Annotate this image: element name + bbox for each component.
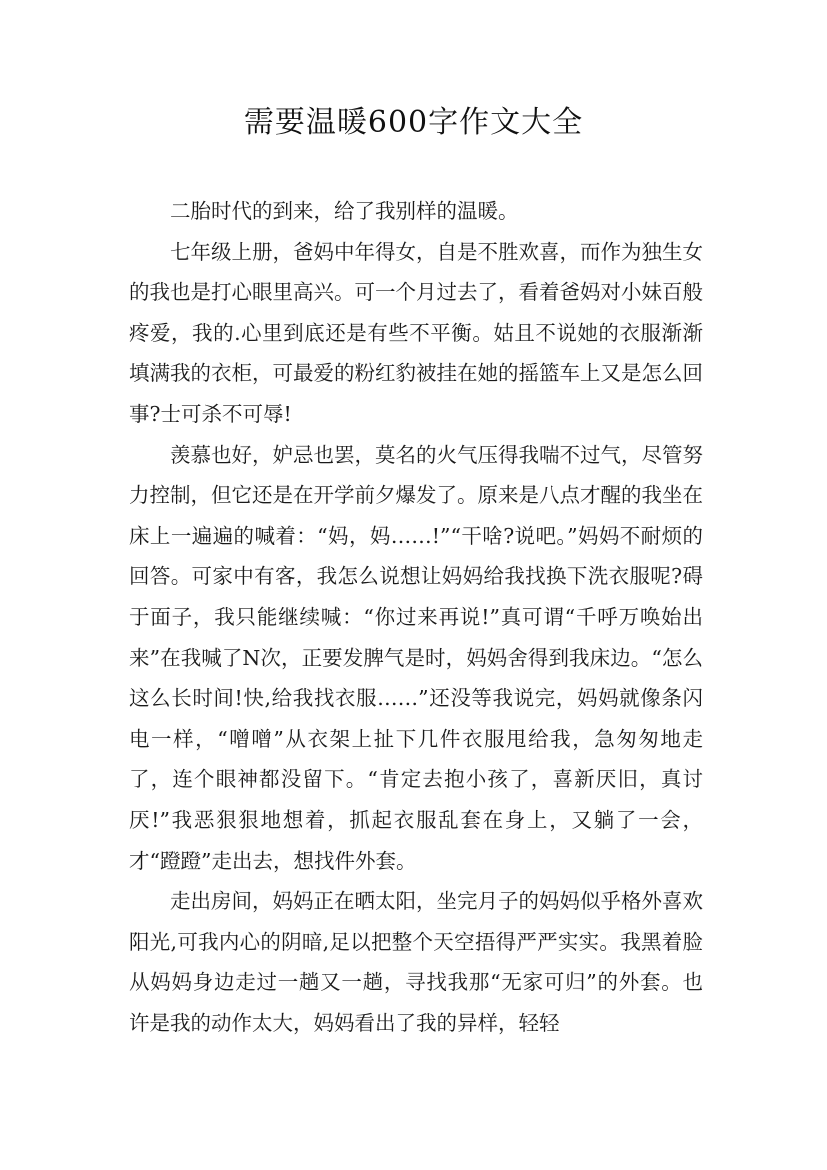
paragraph-3: 羡慕也好，妒忌也罢，莫名的火气压得我喘不过气，尽管努力控制，但它还是在开学前夕爆发了。原来是八点才醒的我坐在床上一遍遍的喊着：“妈，妈……!”“干啥?说吧。”妈妈不耐烦的回答。可家中有客，我怎么说想让妈妈给我找换下洗衣服呢?碍于面子，我只能继续喊：“你过来再说!”真可谓“千呼万唤始出来”在我喊了N次，正要发脾气是时，妈妈舍得到我床边。“怎么这么长时间!快,给我找衣服……”还没等我说完，妈妈就像条闪电一样，“噌噌”从衣架上扯下几件衣服甩给我，急匆匆地走了，连个眼神都没留下。“肯定去抱小孩了，喜新厌旧，真讨厌!”我恶狠狠地想着，抓起衣服乱套在身上，又躺了一会，才“蹬蹬”走出去，想找件外套。 [129,442,703,873]
paragraph-4: 走出房间，妈妈正在晒太阳，坐完月子的妈妈似乎格外喜欢阳光,可我内心的阴暗,足以把整个天空捂得严严实实。我黑着脸从妈妈身边走过一趟又一趟，寻找我那“无家可归”的外套。也许是我的动作太大，妈妈看出了我的异样，轻轻 [129,889,703,1035]
paragraph-2: 七年级上册，爸妈中年得女，自是不胜欢喜，而作为独生女的我也是打心眼里高兴。可一个月过去了，看着爸妈对小妹百般疼爱，我的.心里到底还是有些不平衡。姑且不说她的衣服渐渐填满我的衣柜，可最爱的粉红豹被挂在她的摇篮车上又是怎么回事?士可杀不可辱! [129,239,703,426]
document-body [129,191,703,1043]
paragraph-1: 二胎时代的到来，给了我别样的温暖。 [170,199,519,223]
document-title: 需要温暖600字作文大全 [243,105,584,140]
